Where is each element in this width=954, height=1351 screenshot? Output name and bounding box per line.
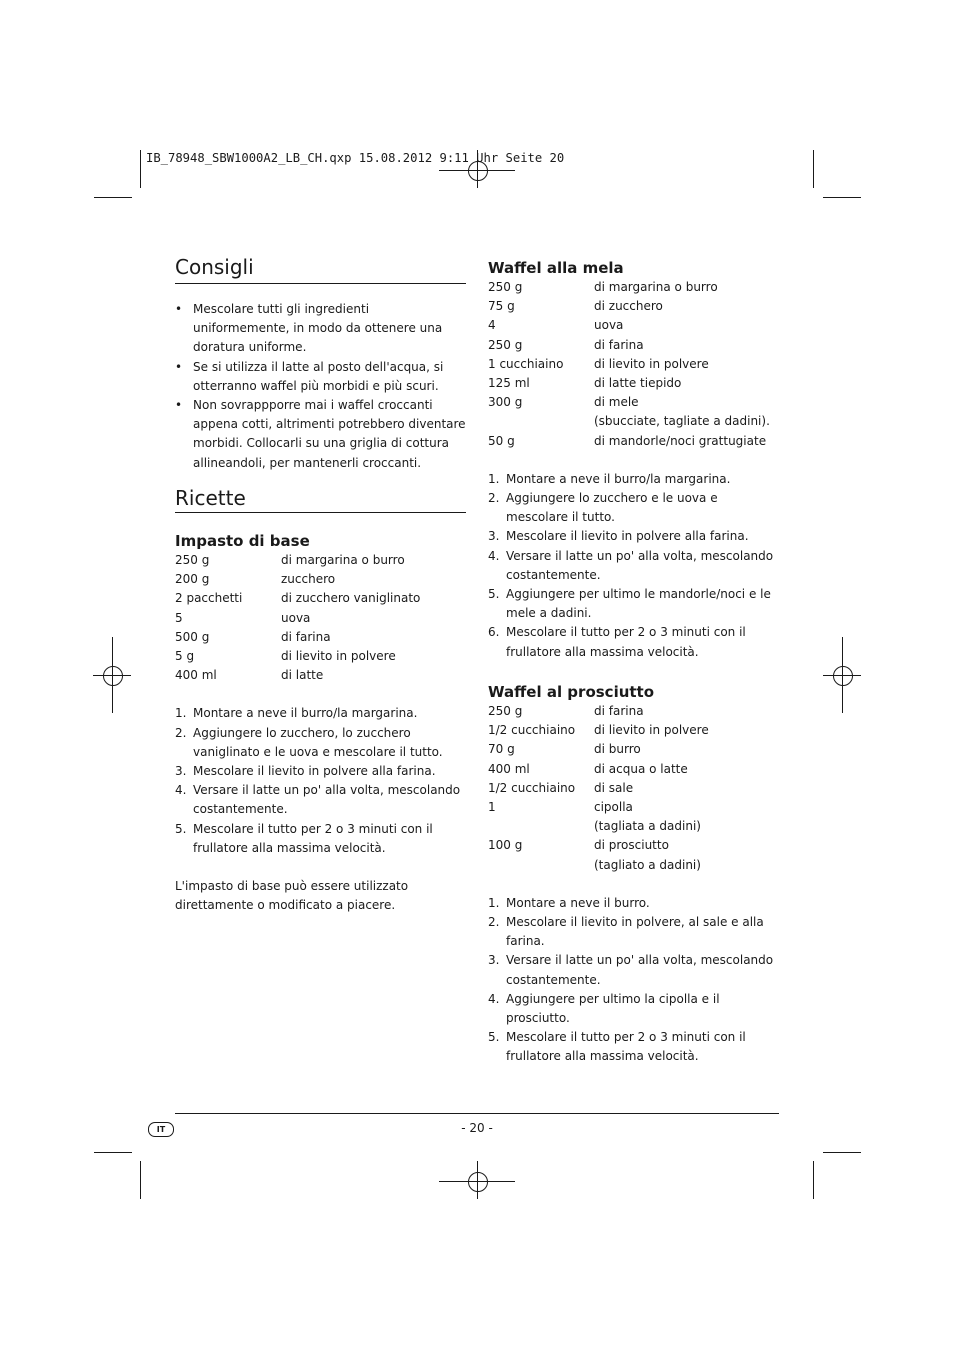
mela-section (488, 258, 780, 662)
mela-steps (488, 470, 780, 662)
list-item: • Non sovrappporre mai i waffel croccanti appena cotti, altrimenti potrebbero diventare morbidi. Collocarli su una griglia di cottura allineandoli, per mantenerli croccanti. (175, 398, 466, 470)
impasto-steps (175, 704, 467, 858)
table-row: 250 g di margarina o burro (175, 553, 405, 567)
list-item: 1. Montare a neve il burro/la margarina. (488, 471, 731, 486)
prosciutto-section (488, 682, 780, 1067)
table-row: 1/2 cucchiaino di sale (488, 780, 634, 795)
list-item: 1. Montare a neve il burro/la margarina. (175, 706, 418, 721)
table-row: 1/2 cucchiaino di lievito in polvere (488, 723, 709, 738)
footer-rule (175, 1113, 779, 1114)
table-row: 1 cipolla (488, 800, 633, 815)
list-item: 6. Mescolare il tutto per 2 o 3 minuti con il frullatore alla massima velocità. (488, 625, 746, 659)
table-row: 5 g di lievito in polvere (175, 649, 396, 664)
list-item: 2. Aggiungere lo zucchero e le uova e mescolare il tutto. (488, 491, 718, 525)
table-row: 300 g di mele (488, 395, 639, 410)
list-item: 3. Mescolare il lievito in polvere alla farina. (175, 764, 436, 779)
list-item: 3. Versare il latte un po' alla volta, mescolando costantemente. (488, 953, 774, 987)
table-row: 250 g di margarina o burro (488, 280, 718, 294)
list-item: • Mescolare tutti gli ingredienti uniformemente, in modo da ottenere una doratura uniforme. (175, 302, 443, 355)
list-item: 4. Versare il latte un po' alla volta, mescolando costantemente. (175, 783, 461, 817)
table-row: 400 ml di latte (175, 668, 324, 683)
mela-heading: Waffel alla mela (488, 259, 624, 277)
prosciutto-ingredients (488, 702, 709, 875)
table-row: (tagliato a dadini) (594, 857, 701, 872)
table-row: 1 cucchiaino di lievito in polvere (488, 356, 709, 371)
table-row: 500 g di farina (175, 629, 331, 644)
prosciutto-heading: Waffel al prosciutto (488, 683, 655, 701)
table-row: 75 g di zucchero (488, 299, 663, 314)
table-row: (sbucciate, tagliate a dadini). (594, 414, 770, 429)
list-item: 5. Mescolare il tutto per 2 o 3 minuti con il frullatore alla massima velocità. (488, 1030, 746, 1064)
file-slug: IB_78948_SBW1000A2_LB_CH.qxp 15.08.2012 9:11 Uhr Seite 20 (146, 151, 565, 165)
table-row: 2 pacchetti di zucchero vaniglinato (175, 591, 421, 606)
consigli-list (175, 300, 467, 473)
list-item: 5. Aggiungere per ultimo le mandorle/noci e le mele a dadini. (488, 587, 771, 621)
heading-rule (175, 512, 466, 513)
table-row: (tagliata a dadini) (594, 819, 701, 834)
table-row: 400 ml di acqua o latte (488, 761, 688, 776)
list-item: 3. Mescolare il lievito in polvere alla farina. (488, 529, 749, 544)
table-row: 5 uova (175, 610, 311, 625)
impasto-heading: Impasto di base (175, 532, 310, 550)
list-item: • Se si utilizza il latte al posto dell'acqua, si otterranno waffel più morbidi e più scuri. (175, 359, 444, 393)
prosciutto-steps (488, 894, 780, 1067)
table-row: 200 g zucchero (175, 572, 336, 587)
table-row: 50 g di mandorle/noci grattugiate (488, 433, 767, 448)
table-row: 125 ml di latte tiepido (488, 376, 682, 391)
consigli-heading: Consigli (175, 255, 254, 279)
list-item: 4. Versare il latte un po' alla volta, mescolando costantemente. (488, 548, 774, 582)
impasto-note: L'impasto di base può essere utilizzato direttamente o modificato a piacere. (175, 879, 409, 913)
page-number: - 20 - (461, 1121, 493, 1135)
list-item: 5. Mescolare il tutto per 2 o 3 minuti con il frullatore alla massima velocità. (175, 821, 433, 855)
language-badge: IT (148, 1122, 174, 1137)
list-item: 2. Mescolare il lievito in polvere, al sale e alla farina. (488, 915, 764, 949)
mela-ingredients (488, 278, 770, 451)
list-item: 4. Aggiungere per ultimo la cipolla e il prosciutto. (488, 991, 720, 1026)
table-row: 250 g di farina (488, 704, 644, 718)
table-row: 100 g di prosciutto (488, 838, 669, 853)
ricette-section (175, 485, 467, 915)
table-row: 250 g di farina (488, 337, 644, 352)
left-column (175, 254, 467, 473)
ricette-heading: Ricette (175, 486, 246, 510)
table-row: 4 uova (488, 318, 624, 333)
table-row: 70 g di burro (488, 742, 641, 757)
list-item: 2. Aggiungere lo zucchero, lo zucchero vaniglinato e le uova e mescolare il tutto. (175, 725, 443, 759)
list-item: 1. Montare a neve il burro. (488, 895, 650, 910)
heading-rule (175, 283, 466, 284)
impasto-ingredients (175, 551, 420, 685)
